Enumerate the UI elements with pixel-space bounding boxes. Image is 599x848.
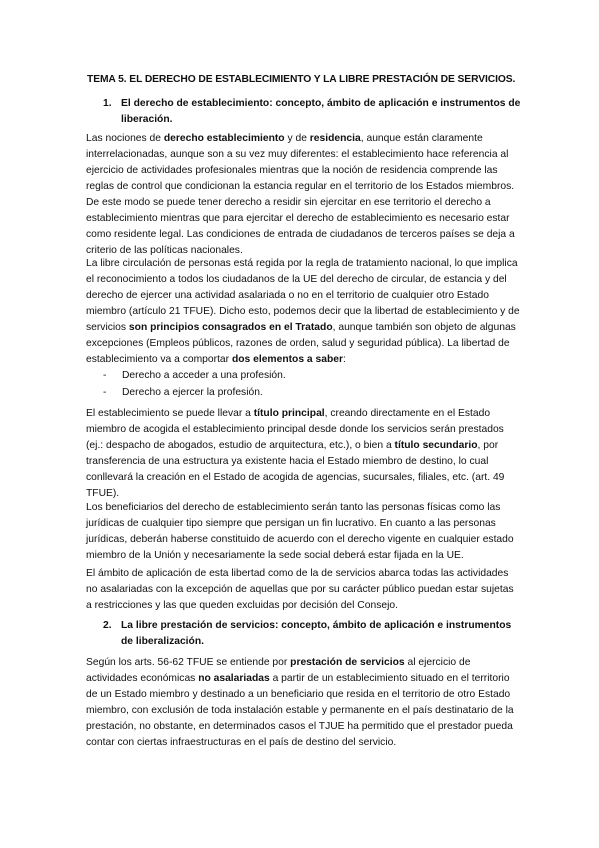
paragraph-3 — [86, 406, 522, 502]
paragraph-6-bold-2: no asalariadas — [198, 673, 270, 684]
list-bullet: - — [103, 387, 107, 398]
list-bullet: - — [103, 370, 107, 381]
paragraph-2 — [86, 256, 522, 368]
section-2-number: 2. — [103, 620, 112, 631]
paragraph-1-text-a: Las nociones de — [86, 133, 164, 144]
list-item — [103, 385, 523, 402]
paragraph-1-bold-1: derecho establecimiento — [163, 133, 285, 144]
section-1-title: El derecho de establecimiento: concepto, ámbito de aplicación e instrumentos de liberación. — [121, 98, 521, 125]
list-item-text: Derecho a acceder a una profesión. — [122, 370, 286, 381]
paragraph-2-text-a: La libre circulación de personas está regida por la regla de tratamiento nacional, lo que implica el reconocimiento a todos los ciudadanos de la UE del derecho de circular, de estancia y del derecho de ejercer una actividad asalariada o no en el territorio de cualquier otro Estado miembro (artículo 21 TFUE). Dicho esto, podemos decir que la libertad de establecimiento y de servicios — [86, 258, 520, 333]
paragraph-6-bold-1: prestación de servicios — [290, 657, 405, 668]
paragraph-1-text-d: , aunque están claramente interrelacionadas, aunque son a su vez muy diferentes: el establecimiento hace referencia al ejercicio de actividades profesionales mientras que la noción de residencia comprende las reglas de control que condicionan la estancia regular en el territorio de los Estados miembros. De este modo se puede tener derecho a residir sin ejercitar en ese territorio el derecho a establecimiento mientras que para ejercitar el derecho de establecimiento es necesario estar como residente legal. Las condiciones de entrada de ciudadanos de terceros países se deja a criterio de las políticas nacionales. — [86, 133, 515, 256]
paragraph-3-bold-1: título principal — [253, 408, 325, 419]
list-item-text: Derecho a ejercer la profesión. — [122, 387, 263, 398]
paragraph-2-text-d: : — [342, 354, 346, 365]
section-1-number: 1. — [103, 98, 112, 109]
list-item — [103, 368, 523, 385]
paragraph-1-bold-2: residencia — [309, 133, 361, 144]
paragraph-1-text-c: y de — [284, 133, 310, 144]
paragraph-4: Los beneficiarios del derecho de establecimiento serán tanto las personas físicas como las jurídicas de cualquier tipo siempre que persigan un fin lucrativo. En cuanto a las personas jurídicas, deberán haberse constituido de acuerdo con el derecho vigente en cualquier estado miembro de la Unión y necesariamente la sede social deberá estar fijada en la UE. — [86, 502, 514, 561]
paragraph-6-text-c: al ejercicio de actividades económicas — [86, 657, 471, 684]
section-2-heading — [103, 618, 523, 650]
section-1-heading — [103, 96, 523, 128]
paragraph-3-text-a: El establecimiento se puede llevar a — [86, 408, 254, 419]
section-2-title: La libre prestación de servicios: concepto, ámbito de aplicación e instrumentos de liberalización. — [121, 620, 512, 647]
paragraph-3-bold-2: título secundario — [394, 440, 478, 451]
paragraph-3-text-d: , por transferencia de una estructura ya existente hacia el Estado miembro de destino, lo cual conllevará la creación en el Estado de acogida de agencias, sucursales, filiales, etc. (art. 49 TFUE). — [86, 440, 505, 499]
paragraph-2-bold-2: dos elementos a saber — [231, 354, 343, 365]
paragraph-6 — [86, 655, 522, 751]
paragraph-1 — [86, 131, 522, 259]
paragraph-3-text-c: , creando directamente en el Estado miembro de acogida el establecimiento principal desde donde los servicios serán prestados (ej.: despacho de abogados, estudio de arquitectura, etc.), o bien a — [86, 408, 504, 451]
paragraph-6-text-d: a partir de un establecimiento situado en el territorio de un Estado miembro y destinado a un beneficiario que resida en el territorio de otro Estado miembro, con exclusión de toda instalación estable y permanente en el país destinatario de la prestación, no obstante, en determinados casos el TJUE ha permitido que el prestador pueda contar con ciertas infraestructuras en el país de destino del servicio. — [86, 673, 514, 748]
elements-list — [103, 368, 523, 402]
paragraph-2-text-c: , aunque también son objeto de algunas excepciones (Empleos públicos, razones de orden, salud y seguridad pública). La libertad de establecimiento va a comportar — [86, 322, 516, 365]
paragraph-2-bold-1: son principios consagrados en el Tratado — [128, 322, 333, 333]
paragraph-6-text-a: Según los arts. 56-62 TFUE se entiende por — [86, 657, 291, 668]
document-title: TEMA 5. EL DERECHO DE ESTABLECIMIENTO Y LA LIBRE PRESTACIÓN DE SERVICIOS. — [87, 74, 516, 85]
paragraph-5: El ámbito de aplicación de esta libertad como de la de servicios abarca todas las actividades no asalariadas con la excepción de aquellas que por su carácter público puedan estar sujetas a restricciones y las que queden excluidas por decisión del Consejo. — [86, 568, 514, 611]
